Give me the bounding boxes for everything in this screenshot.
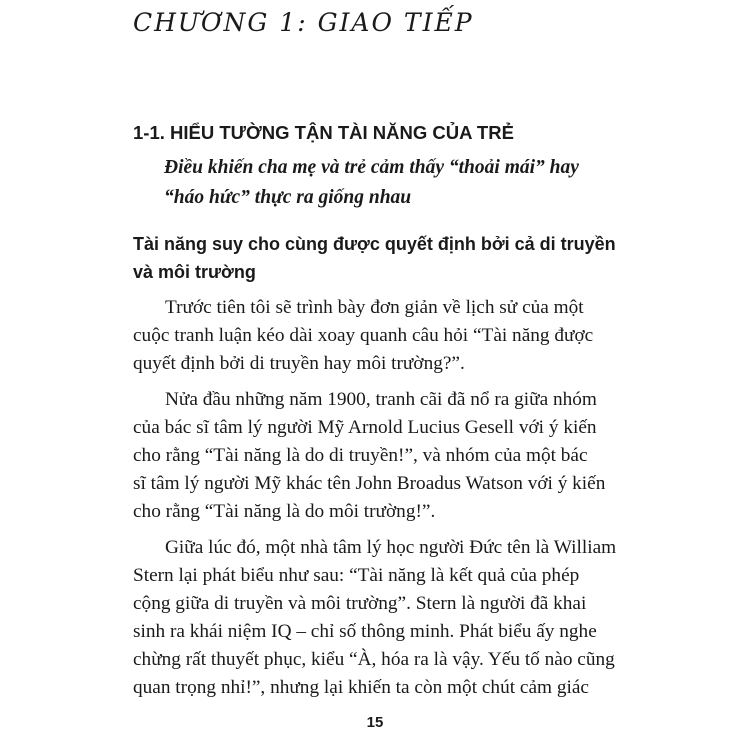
paragraph-line: Nửa đầu những năm 1900, tranh cãi đã nổ ra giữa nhóm — [165, 389, 597, 410]
paragraph-line: quan trọng nhỉ!”, nhưng lại khiến ta còn một chút cảm giác — [133, 677, 589, 698]
paragraph-line: quyết định bởi di truyền hay môi trường?”. — [133, 353, 465, 374]
body-text — [133, 294, 617, 710]
paragraph-line: chừng rất thuyết phục, kiểu “À, hóa ra là vậy. Yếu tố nào cũng — [133, 649, 615, 670]
page-number: 15 — [366, 714, 384, 731]
paragraph-line: Stern lại phát biểu như sau: “Tài năng là kết quả của phép — [133, 565, 580, 586]
paragraph-line: cho rằng “Tài năng là do môi trường!”. — [133, 501, 436, 522]
paragraph-line: cuộc tranh luận kéo dài xoay quanh câu hỏi “Tài năng được — [133, 325, 594, 346]
paragraph-line: sĩ tâm lý người Mỹ khác tên John Broadus Watson với ý kiến — [133, 473, 606, 494]
subtitle-line: “háo hức” thực ra giống nhau — [164, 187, 412, 208]
heading-line: và môi trường — [133, 262, 256, 282]
paragraph-line: cộng giữa di truyền và môi trường”. Stern là người đã khai — [133, 593, 587, 614]
paragraph-line: sinh ra khái niệm IQ – chỉ số thông minh. Phát biểu ấy nghe — [133, 621, 597, 642]
paragraph-line: cho rằng “Tài năng là do di truyền!”, và nhóm của một bác — [133, 445, 588, 466]
paragraph — [133, 534, 617, 702]
heading-line: Tài năng suy cho cùng được quyết định bởi cả di truyền — [133, 234, 616, 254]
subsection-heading — [133, 230, 616, 286]
chapter-title: CHƯƠNG 1: GIAO TIẾP — [133, 8, 474, 37]
paragraph — [133, 386, 606, 526]
section-title: 1-1. HIỂU TƯỜNG TẬN TÀI NĂNG CỦA TRẺ — [133, 122, 514, 143]
paragraph-line: của bác sĩ tâm lý người Mỹ Arnold Lucius Gesell với ý kiến — [133, 417, 597, 438]
section-subtitle — [164, 153, 579, 213]
paragraph-line: Trước tiên tôi sẽ trình bày đơn giản về lịch sử của một — [165, 297, 584, 318]
paragraph — [133, 294, 594, 378]
paragraph-line: Giữa lúc đó, một nhà tâm lý học người Đức tên là William — [165, 537, 617, 558]
subtitle-line: Điều khiến cha mẹ và trẻ cảm thấy “thoải mái” hay — [164, 157, 579, 178]
